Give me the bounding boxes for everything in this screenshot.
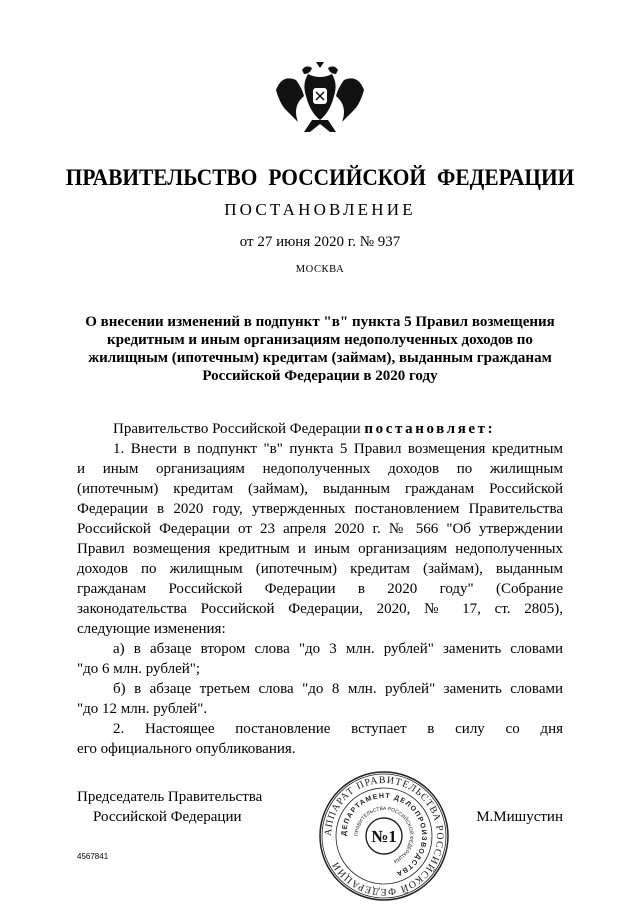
government-title: ПРАВИТЕЛЬСТВО РОССИЙСКОЙ ФЕДЕРАЦИИ [65,165,575,190]
body-line: и иным организациям недополученных доходов по жилищным [77,461,563,477]
signatory-position: Председатель Правительства [77,789,263,805]
body-line: следующие изменения: [77,621,226,637]
body-line: а) в абзаце втором слова "до 3 млн. рублей" заменить словами [113,641,563,657]
subject-line: О внесении изменений в подпункт "в" пункта 5 Правил возмещения [85,314,555,330]
lead-text: Правительство Российской Федерации [113,421,365,437]
body-line: 2. Настоящее постановление вступает в силу со дня [113,721,563,737]
subject-line: кредитным и иным организациям недополученных доходов по [107,332,533,348]
document-type: ПОСТАНОВЛЕНИЕ [224,200,416,219]
body-lead [113,420,563,439]
body-line: гражданам Российской Федерации в 2020 году" (Собрание [77,581,563,597]
body-line: б) в абзаце третьем слова "до 8 млн. рублей" заменить словами [113,681,563,697]
stamp-inner-text: ПРАВИТЕЛЬСТВА РОССИЙСКОЙ ФЕДЕРАЦИИ [353,805,415,864]
document-city: МОСКВА [295,264,345,275]
stamp-outer-text: АППАРАТ ПРАВИТЕЛЬСТВА РОССИЙСКОЙ ФЕДЕРАЦИИ [322,774,446,898]
official-stamp [318,770,450,902]
body-line: (ипотечным) кредитам (займам), выданным гражданам Российской [77,481,563,497]
stamp-center-number: №1 [371,827,397,846]
body-line: Правил возмещения кредитным и иным организациям недополученных [77,541,563,557]
registration-number: 4567841 [77,852,109,861]
body-line: "до 12 млн. рублей". [77,701,208,717]
body-line: "до 6 млн. рублей"; [77,661,201,677]
signatory-position: Российской Федерации [93,809,242,825]
signatory-name: М.Мишустин [476,809,563,825]
body-line: Федерации в 2020 году, утвержденных постановлением Правительства [77,501,563,517]
subject-line: жилищным (ипотечным) кредитам (займам), выданным гражданам [88,350,552,366]
body-line: законодательства Российской Федерации, 2020, № 17, ст. 2805), [77,601,563,617]
stamp-middle-text: ДЕПАРТАМЕНТ ДЕЛОПРОИЗВОДСТВА [340,792,428,878]
lead-verb: постановляет: [364,421,496,437]
body-line: доходов по жилищным (ипотечным) кредитам (займам), выданным [77,561,563,577]
coat-of-arms-icon [272,58,368,138]
body-line: его официального опубликования. [77,741,296,757]
body-line: Российской Федерации от 23 апреля 2020 г. № 566 "Об утверждении [77,521,563,537]
body-line: 1. Внести в подпункт "в" пункта 5 Правил возмещения кредитным [113,441,563,457]
subject-line: Российской Федерации в 2020 году [202,368,438,384]
document-date-number: от 27 июня 2020 г. № 937 [239,234,401,250]
